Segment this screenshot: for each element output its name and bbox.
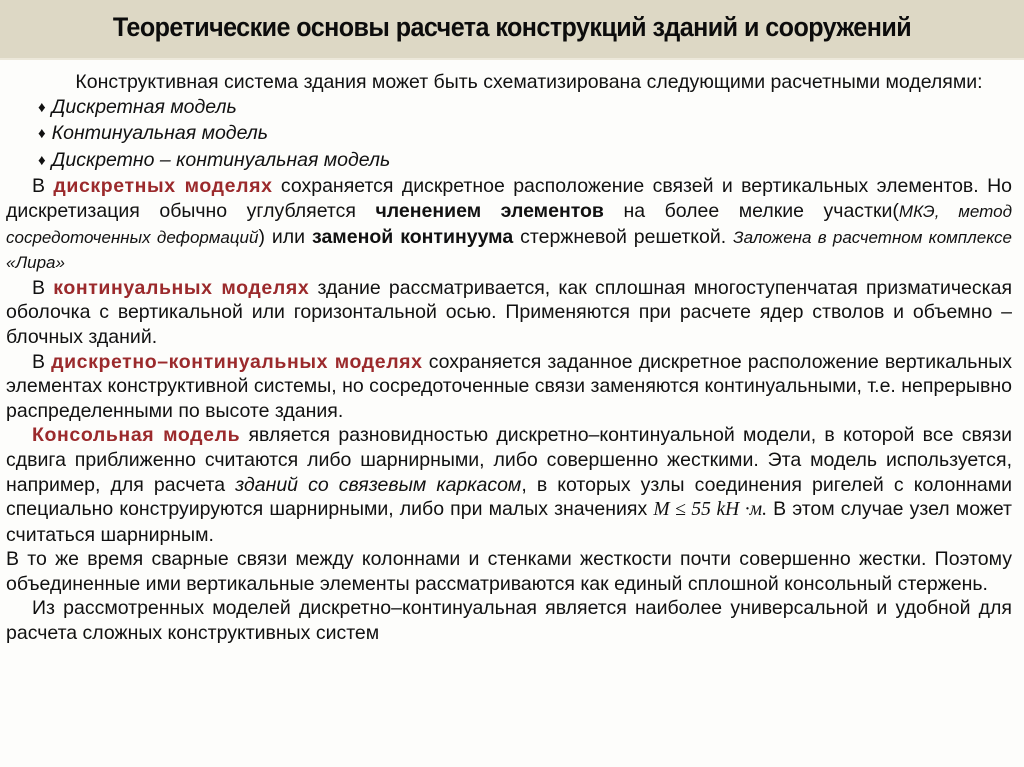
text: стержневой решеткой. xyxy=(513,225,734,248)
diamond-bullet-icon: ♦ xyxy=(38,98,46,116)
list-item xyxy=(38,121,1012,148)
text: , в которых узлы соединения ригелей с колоннами специально конструируются шарнирными, либо при малых значениях xyxy=(6,473,1013,521)
text: В xyxy=(32,175,54,198)
bold-term: заменой континуума xyxy=(312,225,514,248)
italic-term: зданий со связевым каркасом xyxy=(235,473,522,496)
text: сохраняется заданное дискретное расположение вертикальных элементах конструктивной системы, но сосредоточенные связи заменяются континуальными, т.е. непрерывно распределенными по высоте здания. xyxy=(6,350,1012,422)
bold-term: членением элементов xyxy=(375,199,604,222)
text: является разновидностью дискретно–континуальной модели, в которой все связи сдвига приближенно считаются либо шарнирными, либо совершенно жесткими. Эта модель используется, например, для расчета xyxy=(6,424,1012,496)
text: В xyxy=(32,350,52,373)
text: В xyxy=(32,276,54,299)
italic-note: МКЭ, метод сосредоточенных деформаций xyxy=(6,201,1012,247)
highlight-term: дискретных моделях xyxy=(53,175,273,198)
text: на более мелкие участки( xyxy=(603,199,899,222)
diamond-bullet-icon: ♦ xyxy=(38,125,46,143)
text: сохраняется дискретное расположение связей и вертикальных элементов. Но дискретизация обычно углубляется xyxy=(6,175,1013,222)
list-item-label: Дискретно – континуальная модель xyxy=(51,148,391,171)
paragraph-discrete-continual xyxy=(6,350,1012,424)
math-formula: M ≤ 55 kH ·м. xyxy=(653,499,767,521)
list-item xyxy=(38,148,1012,175)
italic-note: Заложена в расчетном комплексе «Лира» xyxy=(6,227,1012,273)
list-item-label: Континуальная модель xyxy=(51,122,269,145)
highlight-term: дискретно–континуальных моделях xyxy=(51,350,423,373)
highlight-term: континуальных моделях xyxy=(53,276,310,299)
slide-body xyxy=(6,70,1012,646)
list-item xyxy=(38,95,1012,122)
text: ) или xyxy=(258,225,313,248)
text: здание рассматривается, как сплошная многоступенчатая призматическая оболочка с вертикальной или горизонтальной осью. Применяются при расчете ядер стволов и объемно – блочных зданий. xyxy=(6,276,1013,348)
diamond-bullet-icon: ♦ xyxy=(38,151,46,169)
slide-title: Теоретические основы расчета конструкций зданий и сооружений xyxy=(112,12,912,42)
list-item-label: Дискретная модель xyxy=(51,95,237,118)
slide-header xyxy=(0,0,1024,60)
paragraph-continual xyxy=(6,276,1012,350)
text: В этом случае узел может считаться шарнирным. xyxy=(6,498,1012,546)
paragraph-conclusion: Из рассмотренных моделей дискретно–континуальная является наиболее универсальной и удобной для расчета сложных конструктивных систем xyxy=(6,597,1012,645)
paragraph-welded: В то же время сварные связи между колоннами и стенками жесткости почти совершенно жестки. Поэтому объединенные ими вертикальные элементы рассматриваются как единый сплошной консольный стержень. xyxy=(6,548,1012,595)
model-list xyxy=(6,95,1012,175)
intro-text: Конструктивная система здания может быть схематизирована следующими расчетными моделями: xyxy=(75,71,983,93)
highlight-term: Консольная модель xyxy=(32,424,241,447)
paragraph-discrete xyxy=(6,174,1012,275)
paragraph-console-model xyxy=(6,423,1012,547)
